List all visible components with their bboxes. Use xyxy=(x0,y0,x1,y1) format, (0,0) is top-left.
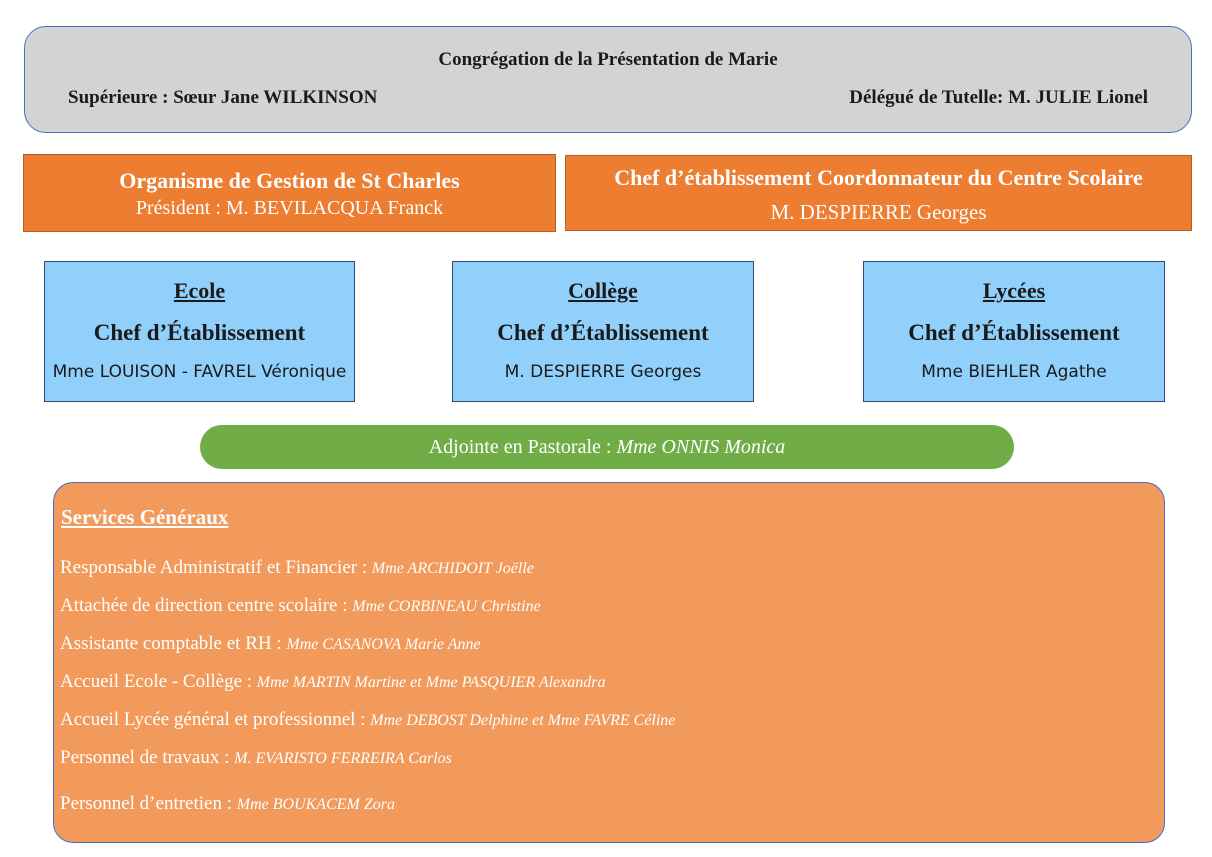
unit-role: Chef d’Établissement xyxy=(93,320,306,345)
unit-role: Chef d’Établissement xyxy=(908,320,1120,345)
delegue-tutelle-label: Délégué de Tutelle: M. JULIE Lionel xyxy=(849,87,1148,108)
unit-person: Mme BIEHLER Agathe xyxy=(921,362,1107,382)
service-label: Personnel d’entretien : xyxy=(60,793,237,814)
service-label: Accueil Lycée général et professionnel : xyxy=(60,709,371,730)
unit-person: M. DESPIERRE Georges xyxy=(504,362,702,382)
service-label: Responsable Administratif et Financier : xyxy=(60,557,372,578)
ogec-box xyxy=(23,154,556,232)
congregation-box xyxy=(24,26,1192,133)
service-row xyxy=(60,793,395,815)
service-person: Mme BOUKACEM Zora xyxy=(236,796,395,813)
service-row xyxy=(60,671,605,693)
service-person: Mme CORBINEAU Christine xyxy=(352,598,541,615)
coordonnateur-title: Chef d’établissement Coordonnateur du Centre Scolaire xyxy=(614,165,1143,190)
unit-name: Lycées xyxy=(982,278,1046,303)
unit-box-ecole xyxy=(44,261,355,402)
ogec-title: Organisme de Gestion de St Charles xyxy=(119,168,460,193)
congregation-title: Congrégation de la Présentation de Marie xyxy=(438,49,778,70)
unit-person: Mme LOUISON - FAVREL Véronique xyxy=(52,362,347,382)
services-title: Services Généraux xyxy=(61,505,229,529)
unit-role: Chef d’Établissement xyxy=(497,320,709,345)
service-person: Mme MARTIN Martine et Mme PASQUIER Alexandra xyxy=(256,674,606,691)
superieure-label: Supérieure : Sœur Jane WILKINSON xyxy=(68,87,378,108)
coordonnateur-name: M. DESPIERRE Georges xyxy=(770,200,987,224)
service-row xyxy=(60,747,452,769)
service-person: Mme DEBOST Delphine et Mme FAVRE Céline xyxy=(370,712,676,729)
service-row xyxy=(60,557,534,579)
pastorale-bar xyxy=(200,425,1014,469)
service-person: Mme ARCHIDOIT Joëlle xyxy=(371,560,534,577)
service-label: Attachée de direction centre scolaire : xyxy=(60,595,353,616)
service-row xyxy=(60,633,481,655)
service-row xyxy=(60,709,675,731)
service-label: Assistante comptable et RH : xyxy=(60,633,287,654)
coordonnateur-box xyxy=(565,155,1192,231)
unit-name: Collège xyxy=(568,278,638,303)
service-person: M. EVARISTO FERREIRA Carlos xyxy=(234,750,452,767)
service-row xyxy=(60,595,541,617)
pastorale-label: Adjointe en Pastorale : xyxy=(428,436,617,458)
services-generaux-box xyxy=(53,482,1165,843)
unit-name: Ecole xyxy=(173,278,226,303)
service-label: Personnel de travaux : xyxy=(60,747,235,768)
ogec-president: Président : M. BEVILACQUA Franck xyxy=(135,197,444,219)
unit-box-lycees xyxy=(863,261,1165,402)
service-person: Mme CASANOVA Marie Anne xyxy=(286,636,481,653)
service-label: Accueil Ecole - Collège : xyxy=(60,671,257,692)
pastorale-name: Mme ONNIS Monica xyxy=(616,436,786,458)
unit-box-college xyxy=(452,261,754,402)
